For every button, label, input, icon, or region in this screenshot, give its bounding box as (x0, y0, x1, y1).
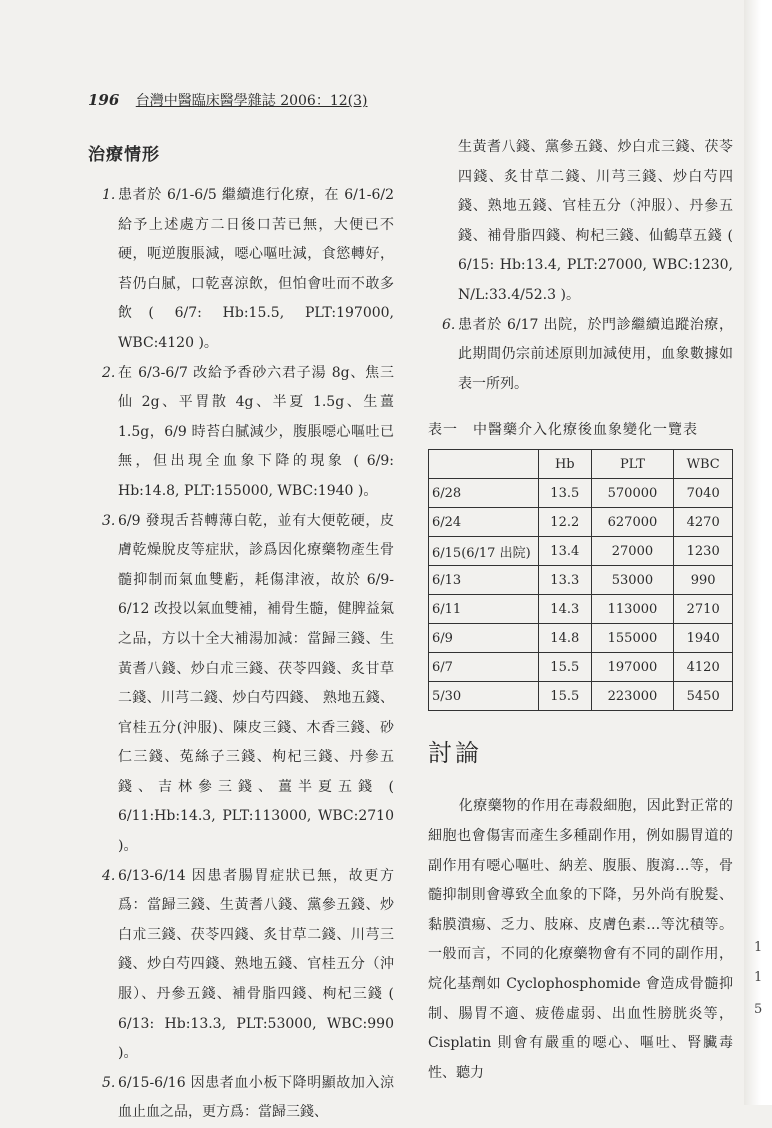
item-text: 患者於 6/17 出院，於門診繼續追蹤治療，此期間仍宗前述原則加減使用，血象數據如表一所列。 (458, 316, 733, 392)
item-text: 患者於 6/1-6/5 繼續進行化療，在 6/1-6/2 給予上述處方二日後口苦已無，大便已不硬，呃逆腹脹減，噁心嘔吐減，食慾轉好，苔仍白膩，口乾喜涼飲，但怕會吐而不敢多飲( 6/7: Hb:15.5, PLT:197000, WBC:4120 )。 (118, 187, 394, 351)
column-header (429, 450, 539, 479)
plt-cell: 197000 (591, 653, 674, 682)
list-item (428, 311, 733, 400)
date-cell: 6/28 (429, 479, 539, 508)
plt-cell: 53000 (591, 566, 674, 595)
plt-cell: 627000 (591, 508, 674, 537)
wbc-cell: 2710 (674, 595, 733, 624)
date-cell: 6/9 (429, 624, 539, 653)
wbc-cell: 4270 (674, 508, 733, 537)
date-cell: 6/24 (429, 508, 539, 537)
table-caption: 表一 中醫藥介入化療後血象變化一覽表 (428, 422, 698, 439)
plt-cell: 27000 (591, 537, 674, 566)
right-column (428, 133, 733, 1088)
list-item (88, 507, 394, 862)
hb-cell: 13.4 (539, 537, 592, 566)
item-number: 3. (102, 512, 116, 529)
date-cell: 6/7 (429, 653, 539, 682)
left-column (88, 140, 394, 1128)
plt-cell: 223000 (591, 682, 674, 711)
wbc-cell: 7040 (674, 479, 733, 508)
discussion-title: 討論 (428, 739, 482, 768)
table-row (429, 479, 733, 508)
list-item (88, 359, 394, 507)
wbc-cell: 990 (674, 566, 733, 595)
plt-cell: 113000 (591, 595, 674, 624)
table-row (429, 537, 733, 566)
column-header: WBC (674, 450, 733, 479)
running-header (88, 90, 368, 110)
plt-cell: 570000 (591, 479, 674, 508)
item-number: 2. (102, 364, 116, 381)
wbc-cell: 1230 (674, 537, 733, 566)
edge-mark: 1 (754, 970, 763, 985)
list-item (88, 1069, 394, 1128)
hb-cell: 15.5 (539, 682, 592, 711)
item-text: 6/9 發現舌苔轉薄白乾，並有大便乾硬，皮膚乾燥脫皮等症狀，診爲因化療藥物產生骨髓抑制而氣血雙虧，耗傷津液，故於 6/9-6/12 改投以氣血雙補，補骨生髓，健脾益氣之品，方以十全大補湯加減：當歸三錢、生黃耆八錢、炒白朮三錢、茯苓四錢、炙甘草二錢、川芎二錢、炒白芍四錢、 熟地五錢、官桂五分(沖服)、陳皮三錢、木香三錢、砂仁三錢、菟絲子三錢、枸杞三錢、丹參五錢、吉林參三錢、薑半夏五錢 ( 6/11:Hb:14.3, PLT:113000, WBC:2710 )。 (118, 512, 394, 855)
table-row (429, 682, 733, 711)
table-header-row (429, 450, 733, 479)
item-number: 5. (102, 1074, 116, 1091)
table-row (429, 624, 733, 653)
journal-name: 台灣中醫臨床醫學雜誌 2006：12(3) (135, 93, 368, 109)
column-header: PLT (591, 450, 674, 479)
table-row (429, 653, 733, 682)
date-cell: 5/30 (429, 682, 539, 711)
column-header: Hb (539, 450, 592, 479)
list-item-continuation: 生黃耆八錢、黨參五錢、炒白朮三錢、茯苓四錢、炙甘草二錢、川芎三錢、炒白芍四錢、熟地五錢、官桂五分（沖服）、丹參五錢、補骨脂四錢、枸杞三錢、仙鶴草五錢 ( 6/15: Hb:13.4, PLT:27000, WBC:1230, N/L:33.4/52.3 )。 (458, 139, 733, 303)
date-cell: 6/13 (429, 566, 539, 595)
item-number: 1. (102, 187, 116, 203)
item-number: 4. (102, 867, 116, 884)
item-text: 在 6/3-6/7 改給予香砂六君子湯 8g、焦三仙 2g、平胃散 4g、半夏 1.5g、生薑 1.5g，6/9 時苔白膩減少，腹脹噁心嘔吐已無，但出現全血象下降的現象 ( 6/9: Hb:14.8, PLT:155000, WBC:1940 )。 (118, 364, 394, 499)
table-row (429, 566, 733, 595)
hb-cell: 14.3 (539, 595, 592, 624)
date-cell: 6/15(6/17 出院) (429, 537, 539, 566)
hb-cell: 14.8 (539, 624, 592, 653)
list-item (88, 862, 394, 1069)
item-text: 6/13-6/14 因患者腸胃症狀已無，故更方爲：當歸三錢、生黃耆八錢、黨參五錢、炒白朮三錢、茯苓四錢、炙甘草二錢、川芎三錢、炒白芍四錢、熟地五錢、官桂五分（沖服）、丹參五錢、補骨脂四錢、枸杞三錢 ( 6/13: Hb:13.3, PLT:53000, WBC:990 )。 (118, 867, 394, 1062)
hb-cell: 15.5 (539, 653, 592, 682)
item-number: 6. (442, 316, 456, 333)
date-cell: 6/11 (429, 595, 539, 624)
list-item (88, 181, 394, 359)
blood-count-table (428, 449, 733, 711)
wbc-cell: 4120 (674, 653, 733, 682)
wbc-cell: 1940 (674, 624, 733, 653)
discussion-paragraph: 化療藥物的作用在毒殺細胞，因此對正常的細胞也會傷害而產生多種副作用，例如腸胃道的副作用有噁心嘔吐、納差、腹脹、腹瀉…等，骨髓抑制則會導致全血象的下降，另外尚有脫髮、黏膜潰瘍、乏力、肢麻、皮膚色素…等沈積等。一般而言，不同的化療藥物會有不同的副作用，烷化基劑如 Cyclophosphomide 會造成骨髓抑制、腸胃不適、疲倦虛弱、出血性膀胱炎等，Cisplatin 則會有嚴重的噁心、嘔吐、腎臟毒性、聽力 (428, 798, 733, 1081)
wbc-cell: 5450 (674, 682, 733, 711)
table-row (429, 595, 733, 624)
table-row (429, 508, 733, 537)
plt-cell: 155000 (591, 624, 674, 653)
hb-cell: 13.3 (539, 566, 592, 595)
page-edge (744, 0, 772, 1105)
section-title: 治療情形 (88, 145, 160, 165)
item-text: 6/15-6/16 因患者血小板下降明顯故加入涼血止血之品，更方爲：當歸三錢、 (118, 1074, 394, 1121)
edge-mark: 5 (754, 1002, 763, 1017)
edge-mark: 1 (754, 940, 763, 955)
hb-cell: 12.2 (539, 508, 592, 537)
page-number: 196 (88, 91, 120, 109)
hb-cell: 13.5 (539, 479, 592, 508)
